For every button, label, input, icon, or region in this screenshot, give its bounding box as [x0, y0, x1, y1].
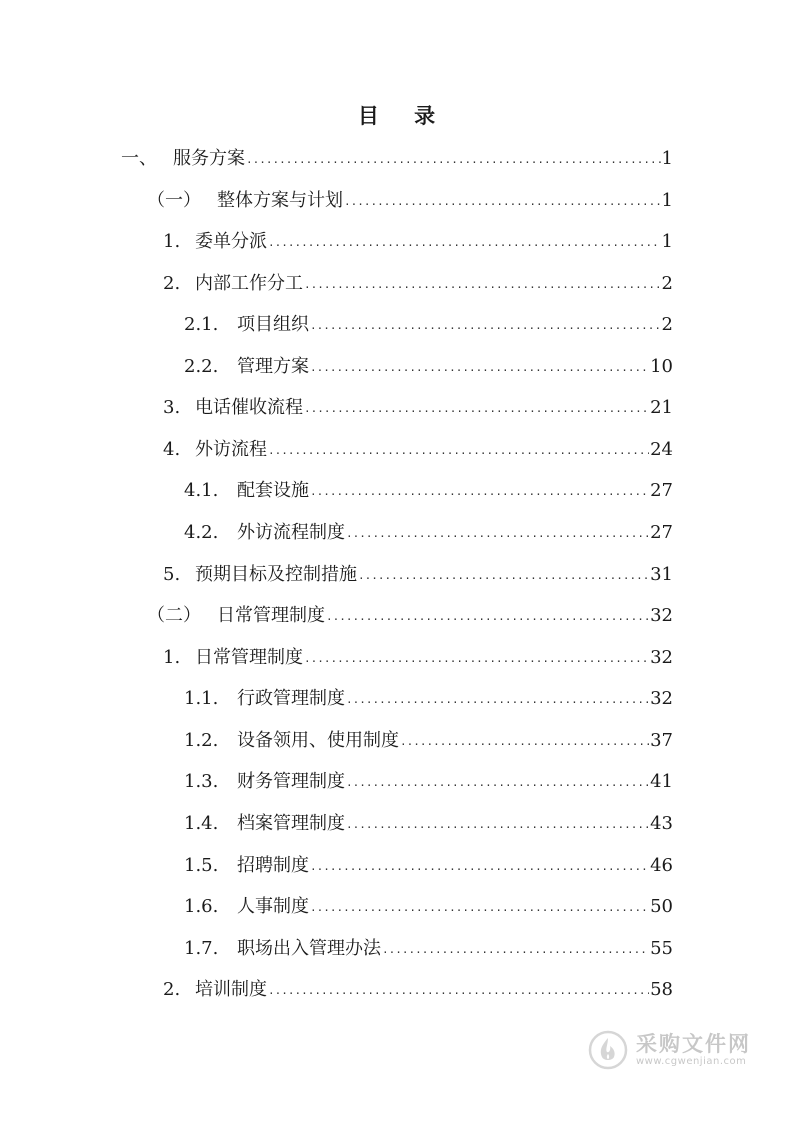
toc-entry[interactable] [184, 928, 673, 969]
watermark-url: www.cgwenjian.com [636, 1056, 747, 1067]
toc-dot-leader [344, 181, 661, 222]
toc-dot-leader [346, 762, 649, 803]
toc-entry[interactable] [184, 761, 673, 802]
toc-entry[interactable] [184, 720, 673, 761]
toc-entry-label: 职场出入管理办法 [237, 938, 381, 959]
toc-dot-leader [268, 970, 649, 1011]
fire-logo-icon [588, 1030, 628, 1070]
toc-entry[interactable] [163, 554, 673, 595]
toc-entry-label: 日常管理制度 [217, 605, 325, 626]
toc-dot-leader [346, 804, 649, 845]
watermark [588, 1026, 758, 1076]
toc-entry-page: 2 [661, 314, 673, 335]
toc-entry-number: 1.3. [184, 771, 219, 792]
toc-entry-number: 1.7. [184, 938, 219, 959]
toc-entry-label: 预期目标及控制措施 [195, 564, 357, 585]
toc-entry-label: 人事制度 [237, 896, 309, 917]
toc-entry-number: 2. [163, 979, 181, 1000]
toc-entry-page: 24 [650, 439, 673, 460]
toc-entry-number: 1. [163, 647, 181, 668]
toc-entry-label: 电话催收流程 [195, 397, 303, 418]
toc-entry-label: 日常管理制度 [195, 647, 303, 668]
toc-entry-label: 财务管理制度 [237, 771, 345, 792]
toc-dot-leader [310, 305, 661, 346]
toc-entry[interactable] [184, 470, 673, 511]
toc-entry-page: 1 [661, 190, 673, 211]
toc-entry-page: 27 [650, 522, 673, 543]
toc-entry-number: 1.2. [184, 730, 219, 751]
watermark-name: 采购文件网 [636, 1032, 751, 1056]
toc-entry-page: 27 [650, 480, 673, 501]
toc-dot-leader [382, 929, 649, 970]
toc-entry-number: 1.5. [184, 855, 219, 876]
toc-entry-page: 37 [650, 730, 673, 751]
toc-title: 目 录 [357, 103, 450, 128]
toc-dot-leader [246, 139, 661, 180]
toc-entry-number: 1.1. [184, 688, 219, 709]
toc-entry-page: 1 [661, 148, 673, 169]
toc-entry-label: 配套设施 [237, 480, 309, 501]
toc-entry[interactable] [184, 678, 673, 719]
toc-entry-page: 31 [650, 564, 673, 585]
toc-entry[interactable] [163, 637, 673, 678]
toc-dot-leader [304, 388, 649, 429]
toc-entry-number: 4.2. [184, 522, 219, 543]
toc-dot-leader [268, 222, 661, 263]
toc-entry[interactable] [184, 512, 673, 553]
toc-entry[interactable] [184, 803, 673, 844]
toc-entry-page: 46 [650, 855, 673, 876]
toc-entry[interactable] [163, 387, 673, 428]
toc-entry-label: 委单分派 [195, 231, 267, 252]
toc-dot-leader [346, 513, 649, 554]
toc-entry-label: 档案管理制度 [237, 813, 345, 834]
toc-dot-leader [304, 264, 661, 305]
toc-entry-page: 2 [661, 273, 673, 294]
toc-entry-number: 3. [163, 397, 181, 418]
toc-entry-page: 55 [650, 938, 673, 959]
toc-entry[interactable] [184, 346, 673, 387]
toc-entry-number: 1.4. [184, 813, 219, 834]
toc-entry-page: 32 [650, 688, 673, 709]
toc-entry-page: 41 [650, 771, 673, 792]
toc-entry-number: 2. [163, 273, 181, 294]
toc-entry-page: 32 [650, 605, 673, 626]
toc-entry-number: 一、 [121, 148, 157, 169]
toc-entry[interactable] [163, 969, 673, 1010]
toc-entry-page: 21 [650, 397, 673, 418]
toc-entry[interactable] [147, 180, 673, 221]
toc-dot-leader [310, 887, 649, 928]
toc-entry-label: 服务方案 [173, 148, 245, 169]
toc-entry[interactable] [184, 304, 673, 345]
toc-dot-leader [310, 347, 649, 388]
toc-entry-page: 32 [650, 647, 673, 668]
toc-entry-label: 设备领用、使用制度 [237, 730, 399, 751]
toc-dot-leader [400, 721, 649, 762]
toc-entry-label: 管理方案 [237, 356, 309, 377]
toc-entry[interactable] [184, 886, 673, 927]
toc-dot-leader [304, 638, 649, 679]
toc-dot-leader [268, 430, 649, 471]
toc-entry[interactable] [163, 221, 673, 262]
toc-entry-number: （一） [147, 190, 201, 211]
toc-dot-leader [310, 846, 649, 887]
toc-entry-number: 1.6. [184, 896, 219, 917]
toc-entry-label: 外访流程 [195, 439, 267, 460]
toc-dot-leader [310, 471, 649, 512]
toc-entry[interactable] [163, 263, 673, 304]
toc-dot-leader [358, 555, 649, 596]
toc-entry-number: 4.1. [184, 480, 219, 501]
toc-entry-page: 50 [650, 896, 673, 917]
toc-entry-label: 整体方案与计划 [217, 190, 343, 211]
toc-entry[interactable] [147, 595, 673, 636]
toc-entry-number: 2.2. [184, 356, 219, 377]
toc-entry-number: （二） [147, 605, 201, 626]
toc-entry-label: 招聘制度 [237, 855, 309, 876]
toc-entry-number: 1. [163, 231, 181, 252]
toc-entry[interactable] [163, 429, 673, 470]
toc-entry[interactable] [184, 845, 673, 886]
toc-entry-label: 外访流程制度 [237, 522, 345, 543]
toc-entry-page: 1 [661, 231, 673, 252]
toc-entry[interactable] [121, 138, 673, 179]
toc-dot-leader [326, 596, 649, 637]
toc-dot-leader [346, 679, 649, 720]
toc-entry-page: 58 [650, 979, 673, 1000]
toc-entry-number: 4. [163, 439, 181, 460]
toc-entry-label: 行政管理制度 [237, 688, 345, 709]
toc-entry-page: 43 [650, 813, 673, 834]
toc-entry-number: 5. [163, 564, 181, 585]
toc-entry-label: 项目组织 [237, 314, 309, 335]
toc-entry-page: 10 [650, 356, 673, 377]
toc-entry-number: 2.1. [184, 314, 219, 335]
toc-entry-label: 培训制度 [195, 979, 267, 1000]
toc-entry-label: 内部工作分工 [195, 273, 303, 294]
